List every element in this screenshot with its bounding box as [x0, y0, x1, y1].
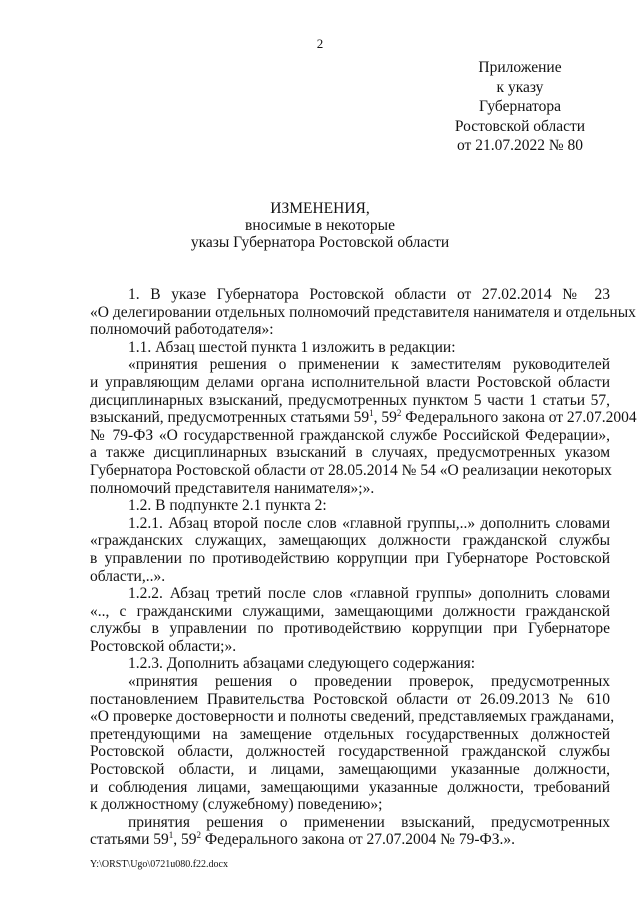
- text-line: постановлением Правительства Ростовской области от 26.09.2013 № 610: [90, 690, 610, 708]
- title-subtitle: вносимые в некоторые: [245, 217, 395, 234]
- text-line: службы в управлении по противодействию коррупции при Губернаторе: [90, 620, 610, 638]
- text-fragment: статьями 59: [90, 831, 169, 849]
- page-number: 2: [316, 36, 324, 51]
- text-fragment: Федерального закона от 27.07.2004 № 79-ФЗ.».: [201, 831, 516, 849]
- text-line: 1.2.1. Абзац второй после слов «главной группы,..» дополнить словами: [128, 514, 610, 532]
- superscript: 2: [196, 830, 202, 841]
- appendix-block: [440, 58, 600, 156]
- text-line: 1.2. В подпункте 2.1 пункта 2:: [128, 497, 327, 515]
- text-line: Ростовской области, должностей государственной гражданской службы: [90, 743, 610, 761]
- text-line: «принятия решения о проведении проверок, предусмотренных: [128, 673, 610, 691]
- text-line: дисциплинарных взысканий, предусмотренных пунктом 5 части 1 статьи 57,: [90, 391, 610, 409]
- text-line: 1.2.2. Абзац третий после слов «главной группы» дополнить словами: [128, 585, 610, 603]
- text-line: полномочий представителя нанимателя»;».: [90, 479, 375, 497]
- text-line: 1. В указе Губернатора Ростовской области от 27.02.2014 № 23: [128, 286, 610, 303]
- title-subtitle: указы Губернатора Ростовской области: [190, 234, 450, 251]
- text-line: области,..».: [90, 567, 166, 585]
- text-line: [90, 408, 637, 427]
- text-line: и соблюдения лицами, замещающими указанные должности, требований: [90, 778, 610, 796]
- text-line: «гражданских служащих, замещающих должности гражданской службы: [90, 532, 610, 550]
- file-path-footer: Y:\ORST\Ugo\0721u080.f22.docx: [90, 859, 228, 870]
- text-fragment: , 59: [373, 409, 397, 427]
- text-line: Ростовской области;».: [90, 637, 237, 655]
- text-line: 1.2.3. Дополнить абзацами следующего содержания:: [128, 655, 476, 673]
- appendix-line: Ростовской области: [454, 117, 586, 135]
- text-fragment: Федерального закона от 27.07.2004: [401, 409, 637, 427]
- text-line: «О делегировании отдельных полномочий представителя нанимателя и отдельных: [90, 303, 636, 321]
- title-heading: ИЗМЕНЕНИЯ,: [270, 200, 370, 217]
- superscript: 1: [369, 408, 374, 418]
- text-line: «принятия решения о применении к заместителям руководителей: [128, 356, 610, 374]
- appendix-line: от 21.07.2022 № 80: [457, 137, 583, 155]
- appendix-line: Губернатора: [479, 98, 561, 116]
- text-line: Ростовской области, и лицами, замещающими указанные должности,: [90, 761, 610, 779]
- text-line: а также дисциплинарных взысканий в случаях, предусмотренных указом: [90, 444, 610, 462]
- appendix-line: к указу: [496, 78, 544, 96]
- document-title: [0, 200, 640, 251]
- text-line: и управляющим делами органа исполнительной власти Ростовской области: [90, 373, 610, 391]
- superscript: 1: [168, 830, 174, 841]
- appendix-line: Приложение: [478, 59, 562, 76]
- superscript: 2: [396, 408, 402, 418]
- text-line: [90, 831, 610, 849]
- text-line: претендующими на замещение отдельных государственных должностей: [90, 725, 610, 743]
- document-body: [90, 286, 637, 849]
- text-fragment: взысканий, предусмотренных статьями 59: [90, 409, 370, 427]
- text-line: к должностному (служебному) поведению»;: [90, 796, 383, 814]
- text-line: № 79-ФЗ «О государственной гражданской службе Российской Федерации»,: [90, 426, 610, 444]
- text-line: «.., с гражданскими служащими, замещающими должности гражданской: [90, 602, 610, 620]
- text-fragment: , 59: [173, 831, 197, 849]
- text-line: принятия решения о применении взысканий, предусмотренных: [128, 813, 610, 831]
- text-line: Губернатора Ростовской области от 28.05.2014 № 54 «О реализации некоторых: [90, 461, 612, 479]
- text-line: 1.1. Абзац шестой пункта 1 изложить в редакции:: [128, 338, 456, 356]
- text-line: полномочий работодателя»:: [90, 321, 274, 339]
- text-line: «О проверке достоверности и полноты сведений, представляемых гражданами,: [90, 708, 615, 726]
- text-line: в управлении по противодействию коррупции при Губернаторе Ростовской: [90, 549, 610, 567]
